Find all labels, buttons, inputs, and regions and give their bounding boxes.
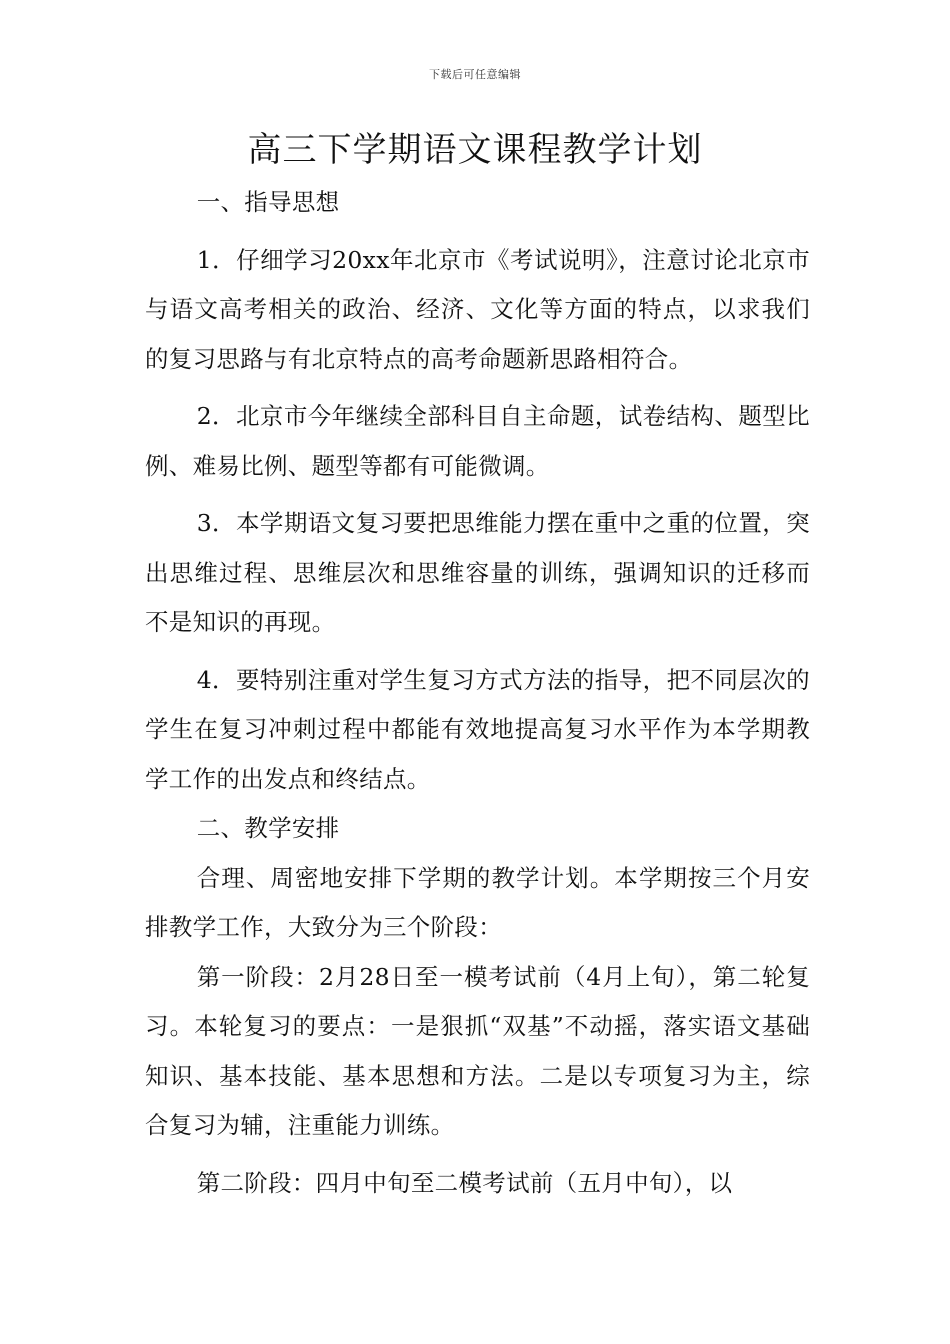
document-body xyxy=(145,178,810,1208)
paragraph-arrangement-intro: 合理、周密地安排下学期的教学计划。本学期按三个月安排教学工作，大致分为三个阶段： xyxy=(145,863,810,941)
document-title: 高三下学期语文课程教学计划 xyxy=(247,130,703,170)
paragraph-stage-2: 第二阶段：四月中旬至二模考试前（五月中旬），以 xyxy=(196,1168,733,1197)
paragraph-item-2: 2．北京市今年继续全部科目自主命题，试卷结构、题型比例、难易比例、题型等都有可能微调。 xyxy=(145,402,810,480)
section-heading-teaching-arrangement: 二、教学安排 xyxy=(196,814,340,842)
header-note: 下载后可任意编辑 xyxy=(429,68,521,81)
section-heading-guiding-thought: 一、指导思想 xyxy=(196,188,340,216)
paragraph-item-4: 4．要特别注重对学生复习方式方法的指导，把不同层次的学生在复习冲刺过程中都能有效地提高复习水平作为本学期教学工作的出发点和终结点。 xyxy=(145,665,810,793)
paragraph-item-3: 3．本学期语文复习要把思维能力摆在重中之重的位置，突出思维过程、思维层次和思维容量的训练，强调知识的迁移而不是知识的再现。 xyxy=(145,509,810,636)
paragraph-item-1: 1．仔细学习20xx年北京市《考试说明》，注意讨论北京市与语文高考相关的政治、经济、文化等方面的特点，以求我们的复习思路与有北京特点的高考命题新思路相符合。 xyxy=(145,245,810,373)
paragraph-stage-1: 第一阶段：2月28日至一模考试前（4月上旬），第二轮复习。本轮复习的要点：一是狠抓“双基”不动摇，落实语文基础知识、基本技能、基本思想和方法。二是以专项复习为主，综合复习为辅，注重能力训练。 xyxy=(145,962,810,1139)
